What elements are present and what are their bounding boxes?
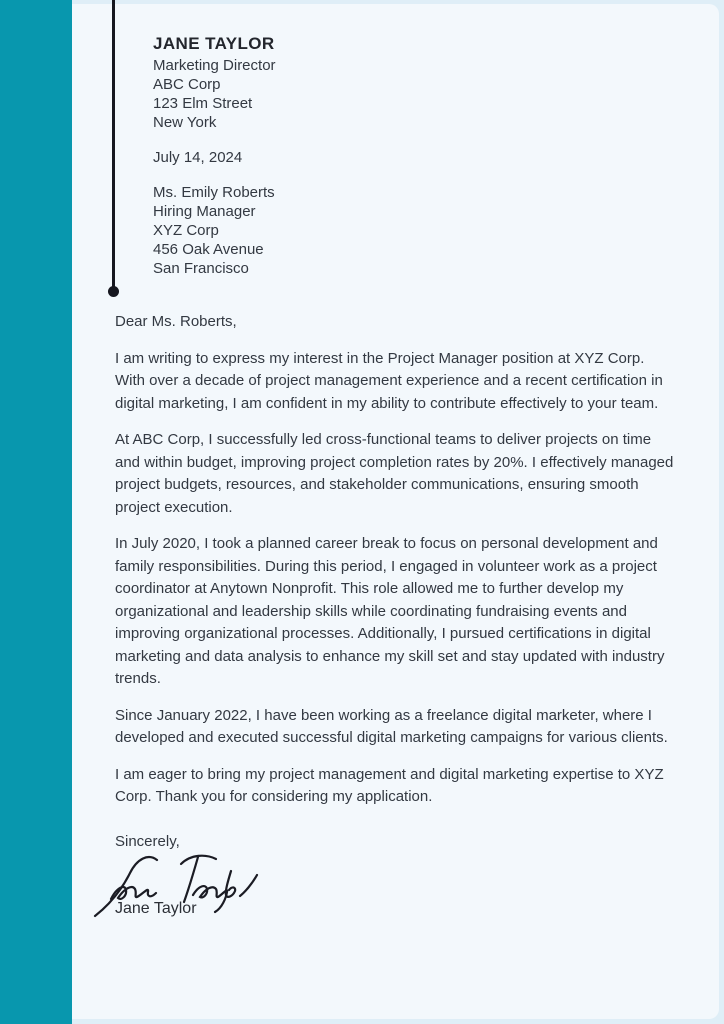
recipient-block (153, 183, 677, 278)
sender-title: Marketing Director (153, 57, 276, 74)
salutation: Dear Ms. Roberts, (115, 313, 237, 330)
sender-block (153, 34, 677, 132)
recipient-name: Ms. Emily Roberts (153, 184, 275, 201)
recipient-street: 456 Oak Avenue (153, 241, 264, 258)
paragraph-freelance: Since January 2022, I have been working as a freelance digital marketer, where I developed and executed successful digital marketing campaigns for various clients. (115, 706, 668, 746)
signature-image (93, 851, 268, 919)
signature-script (93, 851, 677, 901)
paragraph-closing: I am eager to bring my project management and digital marketing expertise to XYZ Corp. Thank you for considering my application. (115, 765, 664, 805)
recipient-title: Hiring Manager (153, 203, 256, 220)
paragraph-career-break: In July 2020, I took a planned career break to focus on personal development and family responsibilities. During this period, I engaged in volunteer work as a project coordinator at Anytown Nonprofit. This role allowed me to further develop my organizational and leadership skills while coordinating fundraising events and improving organizational processes. Additionally, I pursued certifications in digital marketing and data analysis to enhance my skill set and stay updated with industry trends. (115, 535, 665, 687)
sender-name: JANE TAYLOR (153, 34, 275, 53)
typed-name: Jane Taylor (115, 900, 197, 917)
left-accent-bar (0, 0, 72, 1024)
recipient-city: San Francisco (153, 260, 249, 277)
letter-content (115, 0, 677, 919)
sender-company: ABC Corp (153, 76, 221, 93)
valediction: Sincerely, (115, 832, 180, 850)
sender-city: New York (153, 114, 217, 131)
paragraph-intro: I am writing to express my interest in the Project Manager position at XYZ Corp. With over a decade of project management experience and a recent certification in digital marketing, I am confident in my ability to contribute effectively to your team. (115, 349, 663, 412)
paragraph-experience: At ABC Corp, I successfully led cross-functional teams to deliver projects on time and within budget, improving project completion rates by 20%. I effectively managed project budgets, resources, and stakeholder communications, ensuring smooth project execution. (115, 431, 674, 516)
recipient-company: XYZ Corp (153, 222, 219, 239)
sender-street: 123 Elm Street (153, 95, 253, 112)
letter-date: July 14, 2024 (153, 149, 243, 166)
